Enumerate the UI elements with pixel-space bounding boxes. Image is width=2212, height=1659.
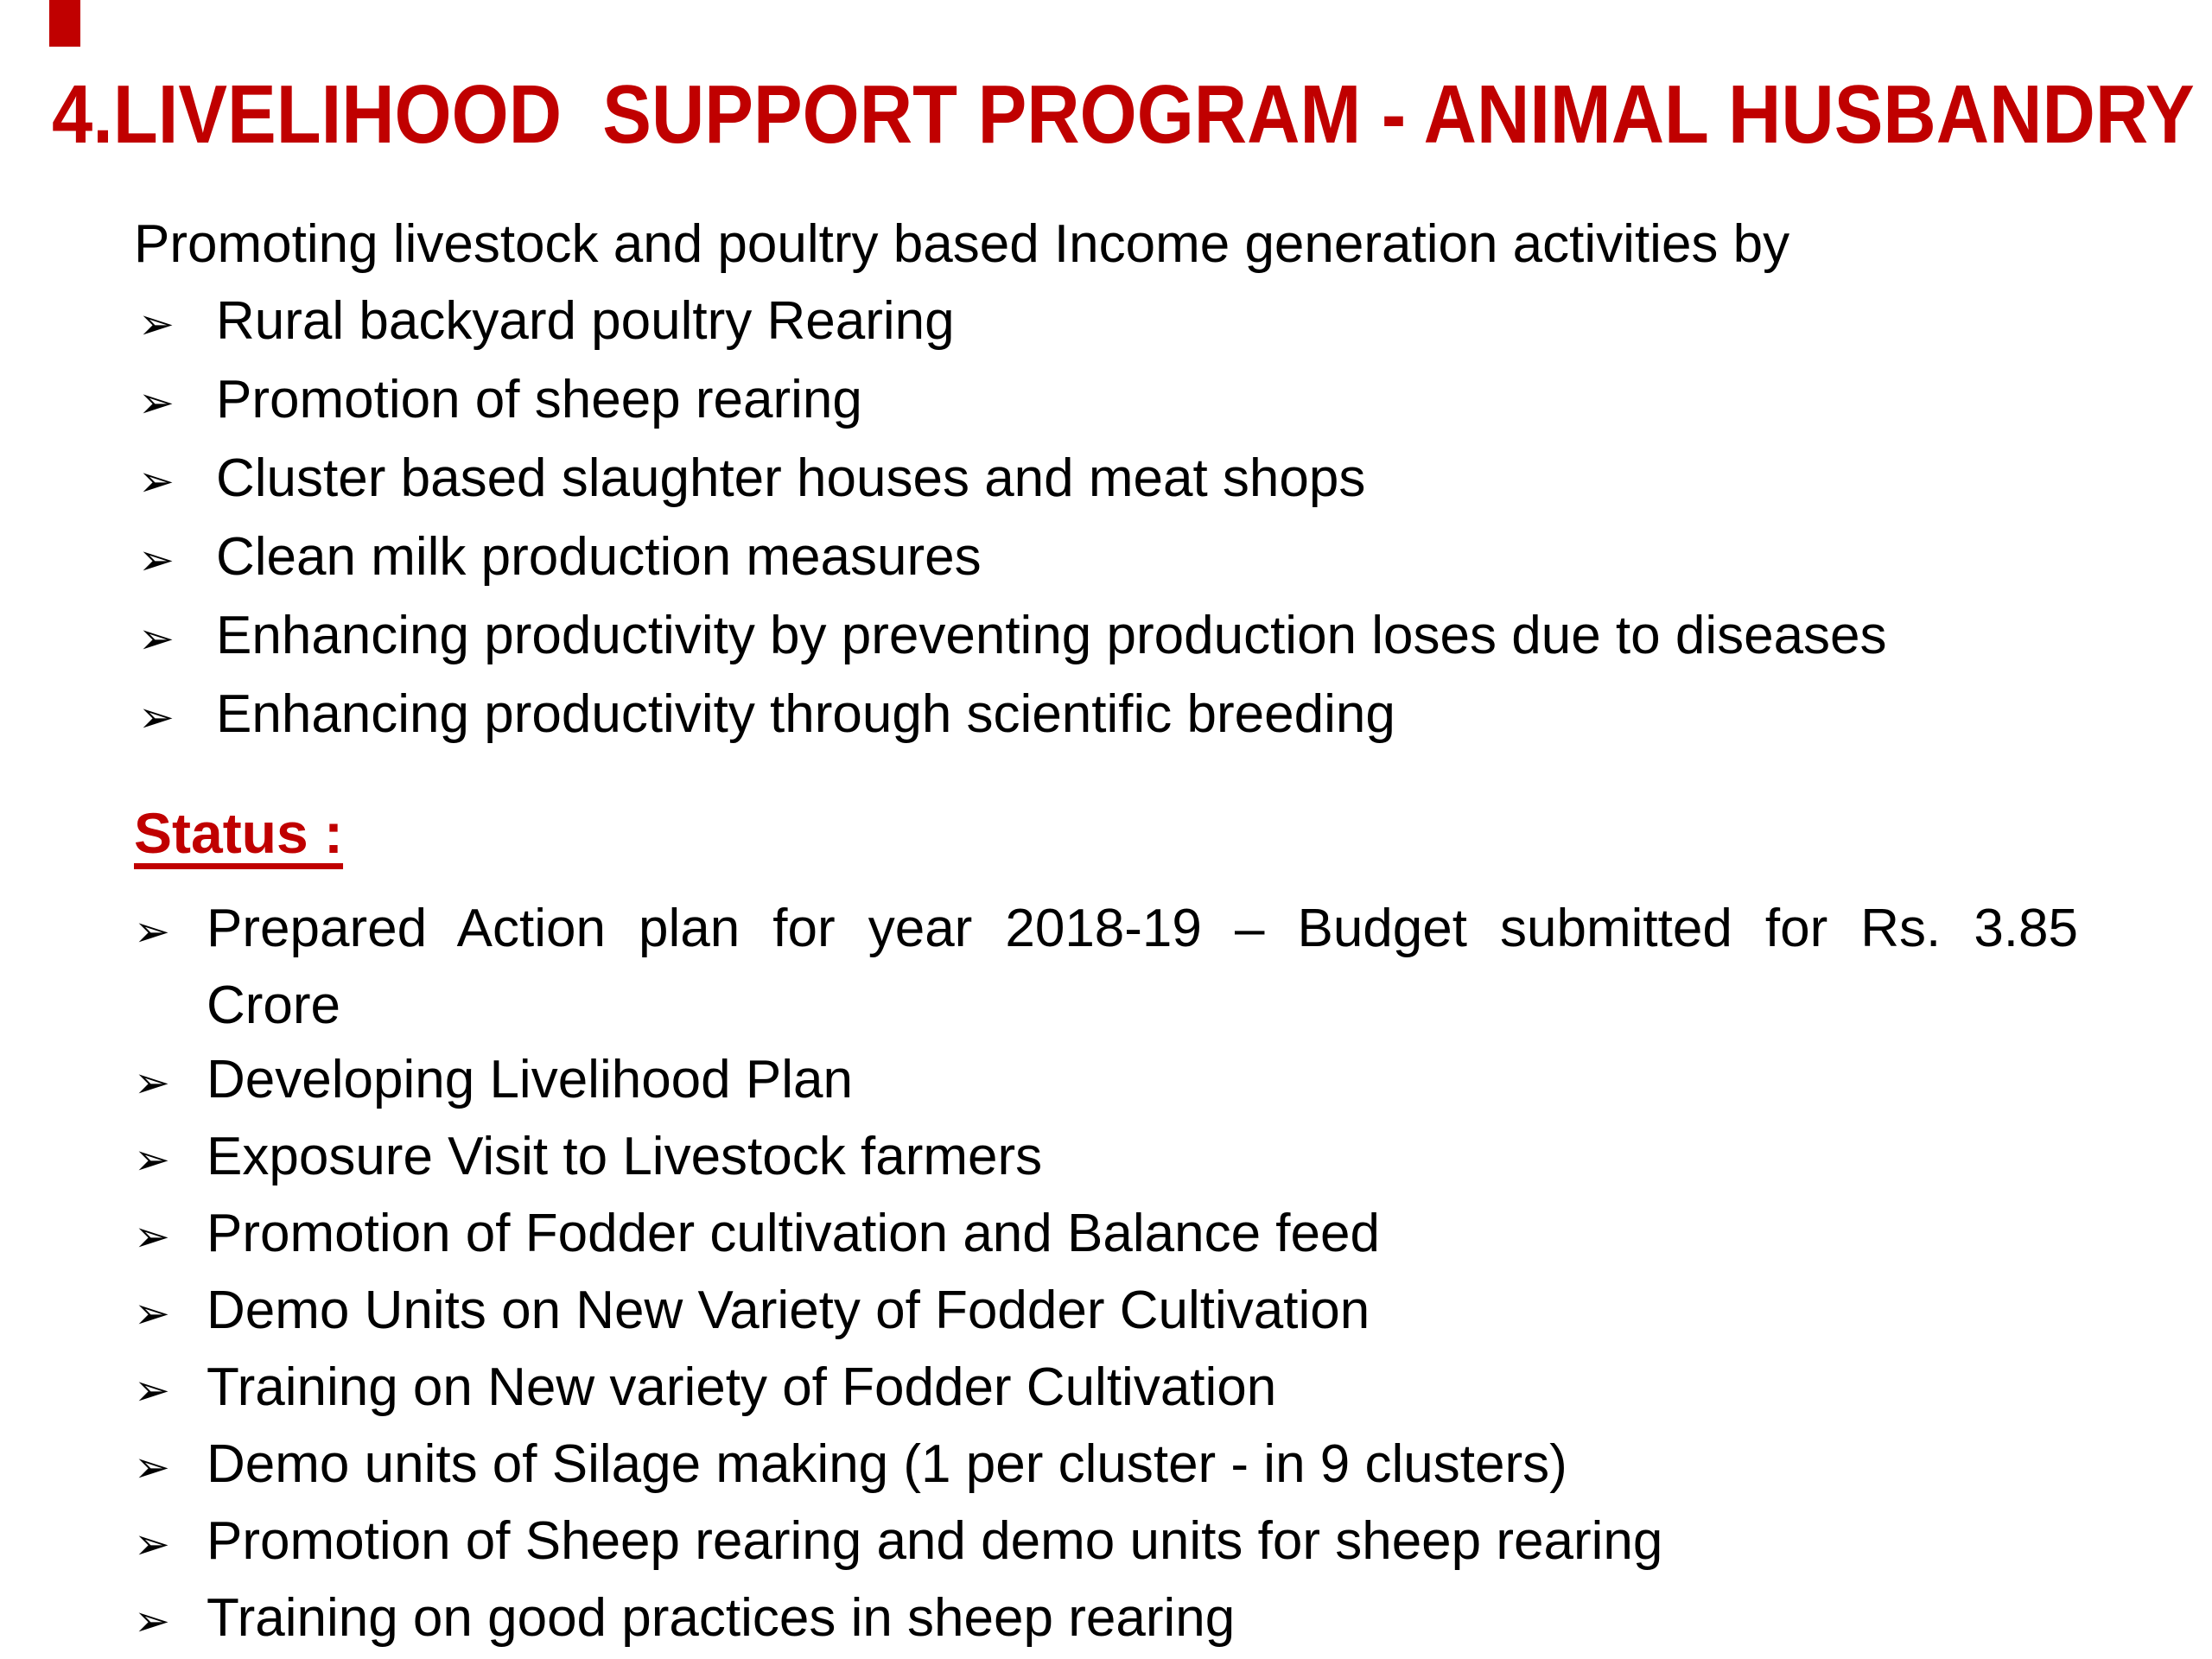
list-item-text: Promotion of Fodder cultivation and Balance feed xyxy=(207,1204,1380,1263)
activity-list-item xyxy=(134,362,2078,441)
activity-list-item xyxy=(134,598,2078,677)
arrow-bullet-icon: ➢ xyxy=(138,693,175,741)
list-item-text: Cluster based slaughter houses and meat shops xyxy=(216,448,1366,508)
intro-text: Promoting livestock and poultry based Income generation activities by xyxy=(134,214,1790,274)
list-item-text: Rural backyard poultry Rearing xyxy=(216,291,955,351)
status-list-item xyxy=(134,1274,2078,1351)
status-list-item xyxy=(134,1581,2078,1658)
activity-list-item xyxy=(134,519,2078,598)
status-heading-wrap xyxy=(134,755,2078,866)
arrow-bullet-icon: ➢ xyxy=(134,1212,170,1261)
list-item-text: Training on New variety of Fodder Cultivation xyxy=(207,1357,1277,1417)
status-item-continuation xyxy=(134,969,2078,1043)
status-heading: Status : xyxy=(134,801,344,865)
activities-list xyxy=(134,283,2078,755)
corner-red-mark xyxy=(49,0,80,47)
status-list-item xyxy=(134,1351,2078,1427)
slide-title: 4.LIVELIHOOD SUPPORT PROGRAM - ANIMAL HUSBANDRY xyxy=(52,68,2195,161)
arrow-bullet-icon: ➢ xyxy=(138,457,175,505)
arrow-bullet-icon: ➢ xyxy=(138,614,175,663)
list-item-text: Developing Livelihood Plan xyxy=(207,1050,853,1109)
arrow-bullet-icon: ➢ xyxy=(134,1366,170,1414)
status-list-item xyxy=(134,892,2078,1043)
arrow-bullet-icon: ➢ xyxy=(138,536,175,584)
list-item-text: Enhancing productivity through scientific breeding xyxy=(216,684,1395,744)
list-item-text: Promotion of sheep rearing xyxy=(216,370,862,429)
arrow-bullet-icon: ➢ xyxy=(134,1520,170,1568)
activity-list-item xyxy=(134,441,2078,519)
list-item-text: Prepared Action plan for year 2018-19 – Budget submitted for Rs. 3.85 xyxy=(207,899,2078,958)
arrow-bullet-icon: ➢ xyxy=(134,1597,170,1645)
slide-body xyxy=(134,213,2078,1658)
status-item-line xyxy=(134,892,2078,969)
arrow-bullet-icon: ➢ xyxy=(134,1058,170,1107)
status-list xyxy=(134,892,2078,1658)
list-item-text: Promotion of Sheep rearing and demo units for sheep rearing xyxy=(207,1511,1663,1571)
status-list-item xyxy=(134,1427,2078,1504)
status-list-item xyxy=(134,1197,2078,1274)
arrow-bullet-icon: ➢ xyxy=(134,1135,170,1184)
list-item-text: Demo Units on New Variety of Fodder Cultivation xyxy=(207,1281,1370,1340)
list-item-text: Enhancing productivity by preventing production loses due to diseases xyxy=(216,606,1887,665)
status-list-item xyxy=(134,1120,2078,1197)
arrow-bullet-icon: ➢ xyxy=(134,1289,170,1338)
arrow-bullet-icon: ➢ xyxy=(134,1443,170,1491)
list-item-text: Exposure Visit to Livestock farmers xyxy=(207,1127,1043,1186)
arrow-bullet-icon: ➢ xyxy=(138,378,175,427)
list-item-text: Crore xyxy=(207,976,341,1035)
list-item-text: Clean milk production measures xyxy=(216,527,982,587)
list-item-text: Demo units of Silage making (1 per cluster - in 9 clusters) xyxy=(207,1434,1567,1494)
arrow-bullet-icon: ➢ xyxy=(134,907,170,956)
activity-list-item xyxy=(134,283,2078,362)
activity-list-item xyxy=(134,677,2078,755)
status-list-item xyxy=(134,1504,2078,1581)
arrow-bullet-icon: ➢ xyxy=(138,300,175,348)
status-list-item xyxy=(134,1043,2078,1120)
list-item-text: Training on good practices in sheep rearing xyxy=(207,1588,1236,1648)
